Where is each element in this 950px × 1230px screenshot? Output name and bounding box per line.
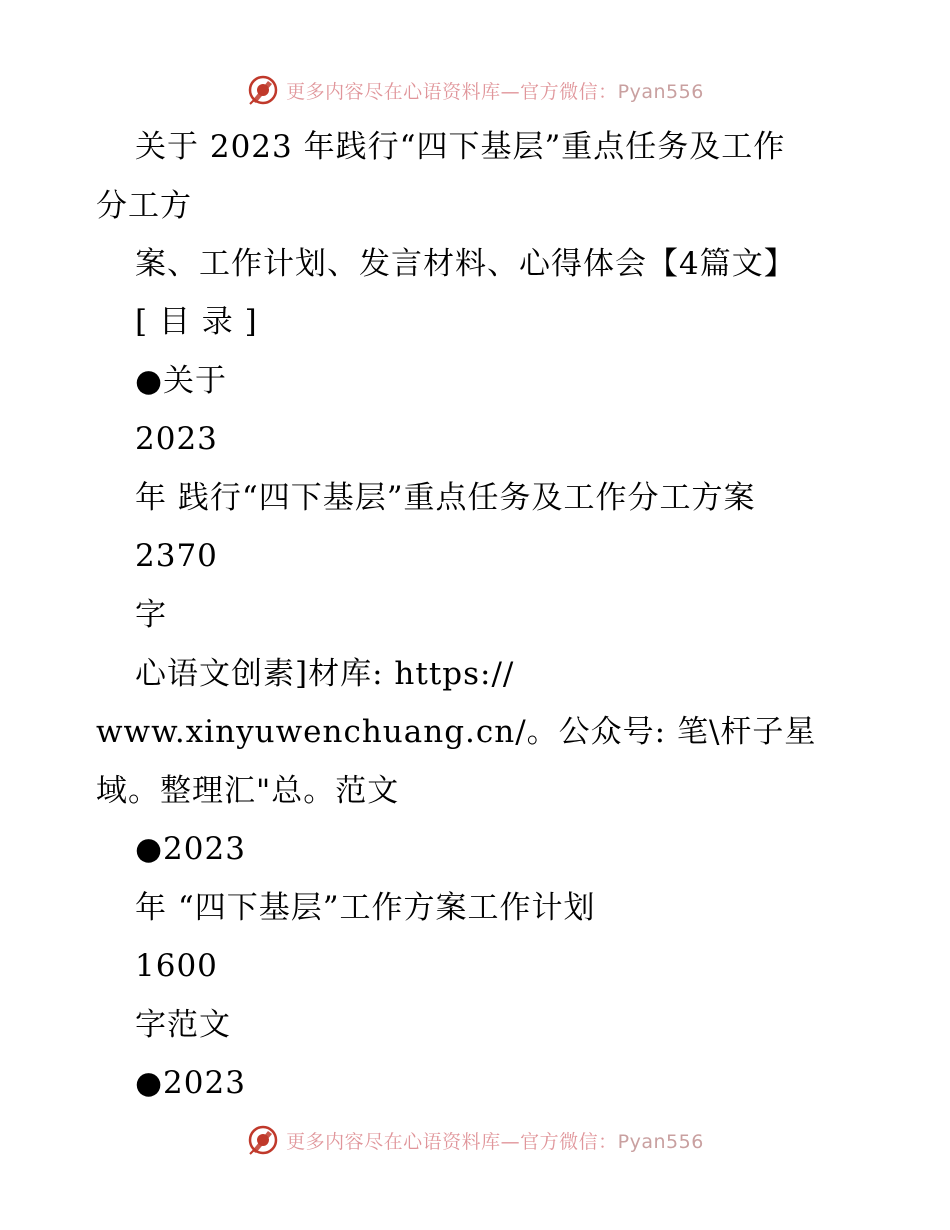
toc-item-1-unit: 字	[135, 597, 167, 633]
pen-logo-icon	[246, 1123, 280, 1157]
footer-banner	[0, 1120, 950, 1160]
doc-title-line-1: 关于 2023 年践行“四下基层”重点任务及工作	[135, 129, 786, 165]
toc-heading: [ 目 录 ]	[135, 304, 258, 340]
toc-item-1-wordcount: 2370	[135, 538, 218, 574]
header-banner-content	[246, 73, 704, 107]
toc-item-1-title: 年 践行“四下基层”重点任务及工作分工方案	[135, 480, 756, 516]
toc-item-2-title: 年 “四下基层”工作方案工作计划	[135, 890, 596, 926]
toc-item-1-bullet: ●关于	[135, 363, 228, 399]
footer-banner-content	[246, 1123, 704, 1157]
toc-item-1-year: 2023	[135, 421, 218, 457]
header-banner-text: 更多内容尽在心语资料库—官方微信：Pyan556	[286, 80, 704, 103]
pen-logo-icon	[246, 73, 280, 107]
source-note-line-3: 域。整理汇"总。范文	[96, 773, 400, 809]
toc-item-2-unit: 字范文	[135, 1007, 231, 1043]
doc-title-line-2: 分工方	[96, 188, 192, 224]
doc-title-line-3: 案、工作计划、发言材料、心得体会【4篇文】	[135, 246, 796, 282]
header-banner-account: Pyan556	[617, 80, 704, 103]
footer-banner-account: Pyan556	[617, 1130, 704, 1153]
toc-item-2-bullet: ●2023	[135, 831, 246, 867]
toc-item-2-wordcount: 1600	[135, 948, 218, 984]
source-note-line-2: www.xinyuwenchuang.cn/。公众号: 笔\杆子星	[96, 714, 817, 750]
source-note-line-1: 心语文创素]材库: https://	[135, 656, 515, 692]
toc-item-3-bullet: ●2023	[135, 1065, 246, 1101]
header-banner	[0, 70, 950, 110]
footer-banner-text: 更多内容尽在心语资料库—官方微信：Pyan556	[286, 1130, 704, 1153]
